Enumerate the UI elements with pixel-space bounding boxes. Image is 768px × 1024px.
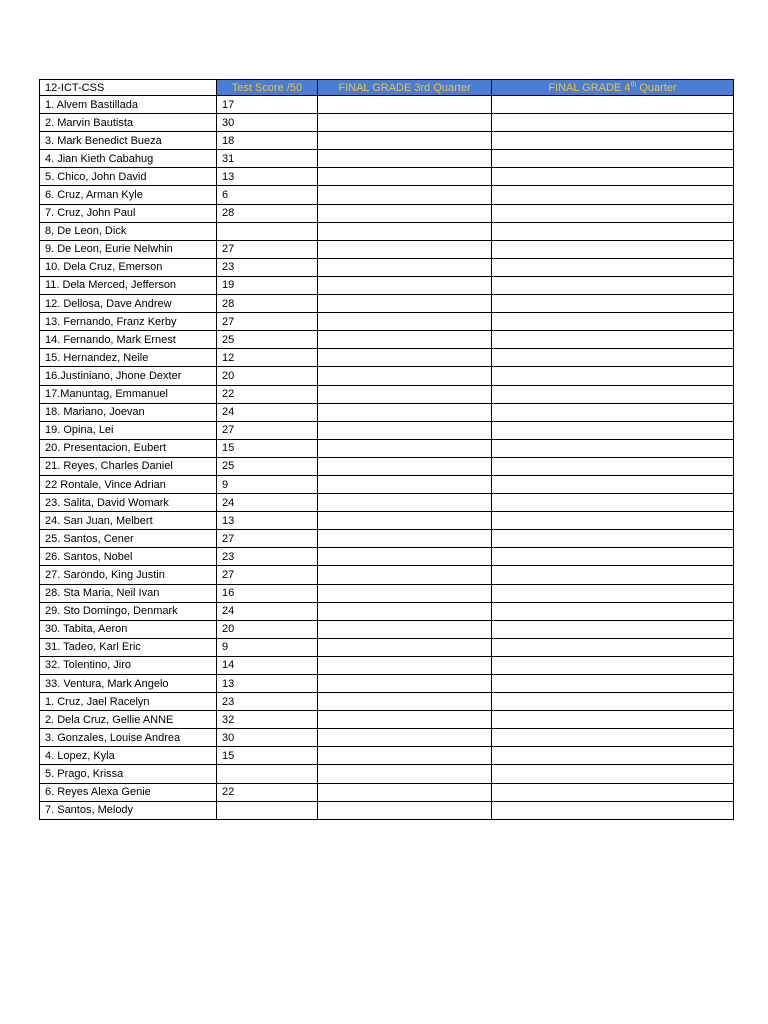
- student-name-cell[interactable]: 7. Santos, Melody: [40, 801, 217, 819]
- q3-grade-cell[interactable]: [318, 566, 492, 584]
- q4-grade-cell[interactable]: [492, 602, 734, 620]
- q4-grade-cell[interactable]: [492, 114, 734, 132]
- test-score-cell[interactable]: 13: [217, 512, 318, 530]
- test-score-cell[interactable]: 24: [217, 494, 318, 512]
- table-row: [40, 475, 734, 493]
- q4-header-suffix: Quarter: [636, 81, 677, 94]
- student-name-cell[interactable]: 29. Sto Domingo, Denmark: [40, 602, 217, 620]
- q3-grade-cell[interactable]: [318, 132, 492, 150]
- table-row: [40, 729, 734, 747]
- q3-grade-cell[interactable]: [318, 656, 492, 674]
- test-score-cell[interactable]: 18: [217, 132, 318, 150]
- student-name-cell[interactable]: 18. Mariano, Joevan: [40, 403, 217, 421]
- test-score-cell[interactable]: 25: [217, 331, 318, 349]
- q3-grade-cell[interactable]: [318, 801, 492, 819]
- grade-table: [39, 79, 734, 820]
- q4-grade-cell[interactable]: [492, 783, 734, 801]
- table-row: [40, 675, 734, 693]
- test-score-cell[interactable]: 28: [217, 204, 318, 222]
- q3-grade-cell[interactable]: [318, 96, 492, 114]
- grade-sheet: [39, 79, 733, 820]
- test-score-cell[interactable]: 30: [217, 114, 318, 132]
- student-name-cell[interactable]: 20. Presentacion, Eubert: [40, 439, 217, 457]
- table-row: [40, 656, 734, 674]
- table-row: [40, 783, 734, 801]
- q4-grade-cell[interactable]: [492, 204, 734, 222]
- q4-grade-cell[interactable]: [492, 656, 734, 674]
- student-rows: [40, 96, 734, 820]
- table-row: [40, 693, 734, 711]
- table-row: [40, 512, 734, 530]
- q4-grade-cell[interactable]: [492, 150, 734, 168]
- q4-grade-cell[interactable]: [492, 313, 734, 331]
- table-row: [40, 367, 734, 385]
- test-score-cell[interactable]: [217, 801, 318, 819]
- test-score-cell[interactable]: 27: [217, 566, 318, 584]
- student-name-cell[interactable]: 2. Marvin Bautista: [40, 114, 217, 132]
- student-name-cell[interactable]: 31. Tadeo, Karl Eric: [40, 638, 217, 656]
- q3-grade-cell[interactable]: [318, 457, 492, 475]
- q4-grade-cell[interactable]: [492, 765, 734, 783]
- q3-grade-cell[interactable]: [318, 548, 492, 566]
- table-row: [40, 620, 734, 638]
- q4-grade-cell[interactable]: [492, 276, 734, 294]
- student-name-cell[interactable]: 5. Chico, John David: [40, 168, 217, 186]
- q4-grade-cell[interactable]: [492, 494, 734, 512]
- student-name-cell[interactable]: 33. Ventura, Mark Angelo: [40, 675, 217, 693]
- q4-grade-cell[interactable]: [492, 403, 734, 421]
- q4-grade-cell[interactable]: [492, 331, 734, 349]
- q3-grade-cell[interactable]: [318, 186, 492, 204]
- q4-grade-cell[interactable]: [492, 584, 734, 602]
- q3-grade-cell[interactable]: [318, 512, 492, 530]
- table-row: [40, 186, 734, 204]
- test-score-header[interactable]: Test Score /50: [217, 80, 318, 96]
- test-score-cell[interactable]: 23: [217, 548, 318, 566]
- q4-grade-cell[interactable]: [492, 530, 734, 548]
- q4-header-sup: th: [630, 80, 637, 88]
- student-name-cell[interactable]: 14. Fernando, Mark Ernest: [40, 331, 217, 349]
- q4-grade-cell[interactable]: [492, 620, 734, 638]
- test-score-cell[interactable]: 13: [217, 675, 318, 693]
- q3-grade-cell[interactable]: [318, 385, 492, 403]
- class-label-header[interactable]: 12-ICT-CSS: [40, 80, 217, 96]
- table-row: [40, 240, 734, 258]
- q4-grade-cell[interactable]: [492, 566, 734, 584]
- test-score-cell[interactable]: 22: [217, 783, 318, 801]
- table-row: [40, 584, 734, 602]
- q3-grade-cell[interactable]: [318, 439, 492, 457]
- test-score-cell[interactable]: 15: [217, 747, 318, 765]
- q4-grade-cell[interactable]: [492, 222, 734, 240]
- student-name-cell[interactable]: 1. Alvem Bastillada: [40, 96, 217, 114]
- q4-grade-cell[interactable]: [492, 747, 734, 765]
- q3-grade-cell[interactable]: [318, 693, 492, 711]
- q4-header-prefix: FINAL GRADE 4: [548, 81, 631, 94]
- table-row: [40, 222, 734, 240]
- q3-grade-cell[interactable]: [318, 765, 492, 783]
- table-row: [40, 801, 734, 819]
- student-name-cell[interactable]: 13. Fernando, Franz Kerby: [40, 313, 217, 331]
- q3-grade-cell[interactable]: [318, 729, 492, 747]
- table-row: [40, 96, 734, 114]
- q3-grade-cell[interactable]: [318, 240, 492, 258]
- test-score-cell[interactable]: 25: [217, 457, 318, 475]
- student-name-cell[interactable]: 16.Justiniano, Jhone Dexter: [40, 367, 217, 385]
- header-row: [40, 80, 734, 96]
- test-score-cell[interactable]: 27: [217, 530, 318, 548]
- q4-grade-cell[interactable]: [492, 96, 734, 114]
- test-score-cell[interactable]: 20: [217, 367, 318, 385]
- test-score-cell[interactable]: 23: [217, 258, 318, 276]
- table-row: [40, 765, 734, 783]
- q3-grade-cell[interactable]: [318, 620, 492, 638]
- table-row: [40, 548, 734, 566]
- q3-grade-cell[interactable]: [318, 331, 492, 349]
- test-score-cell[interactable]: [217, 222, 318, 240]
- q3-grade-cell[interactable]: [318, 711, 492, 729]
- student-name-cell[interactable]: 27. Sarondo, King Justin: [40, 566, 217, 584]
- q3-grade-header[interactable]: FINAL GRADE 3rd Quarter: [318, 80, 492, 96]
- student-name-cell[interactable]: 30. Tabita, Aeron: [40, 620, 217, 638]
- q3-grade-cell[interactable]: [318, 602, 492, 620]
- student-name-cell[interactable]: 7. Cruz, John Paul: [40, 204, 217, 222]
- q3-grade-cell[interactable]: [318, 638, 492, 656]
- student-name-cell[interactable]: 25. Santos, Cener: [40, 530, 217, 548]
- q4-grade-cell[interactable]: [492, 548, 734, 566]
- q3-grade-cell[interactable]: [318, 168, 492, 186]
- table-row: [40, 530, 734, 548]
- student-name-cell[interactable]: 23. Salita, David Womark: [40, 494, 217, 512]
- test-score-cell[interactable]: 16: [217, 584, 318, 602]
- q4-grade-header[interactable]: [492, 80, 734, 96]
- table-row: [40, 457, 734, 475]
- student-name-cell[interactable]: 28. Sta Maria, Neil Ivan: [40, 584, 217, 602]
- test-score-cell[interactable]: 24: [217, 403, 318, 421]
- table-row: [40, 168, 734, 186]
- test-score-cell[interactable]: 27: [217, 421, 318, 439]
- q3-grade-cell[interactable]: [318, 367, 492, 385]
- student-name-cell[interactable]: 11. Dela Merced, Jefferson: [40, 276, 217, 294]
- q3-grade-cell[interactable]: [318, 747, 492, 765]
- q4-grade-cell[interactable]: [492, 711, 734, 729]
- test-score-cell[interactable]: 24: [217, 602, 318, 620]
- test-score-cell[interactable]: 14: [217, 656, 318, 674]
- q4-grade-cell[interactable]: [492, 168, 734, 186]
- student-name-cell[interactable]: 19. Opina, Lei: [40, 421, 217, 439]
- table-row: [40, 114, 734, 132]
- table-row: [40, 439, 734, 457]
- test-score-cell[interactable]: 15: [217, 439, 318, 457]
- q4-grade-cell[interactable]: [492, 801, 734, 819]
- table-row: [40, 204, 734, 222]
- student-name-cell[interactable]: 15. Hernandez, Neile: [40, 349, 217, 367]
- q3-grade-cell[interactable]: [318, 403, 492, 421]
- q3-grade-cell[interactable]: [318, 584, 492, 602]
- test-score-cell[interactable]: 31: [217, 150, 318, 168]
- q4-grade-cell[interactable]: [492, 367, 734, 385]
- table-row: [40, 421, 734, 439]
- table-row: [40, 566, 734, 584]
- q4-grade-cell[interactable]: [492, 349, 734, 367]
- q4-grade-cell[interactable]: [492, 439, 734, 457]
- q3-grade-cell[interactable]: [318, 783, 492, 801]
- table-row: [40, 403, 734, 421]
- test-score-cell[interactable]: 28: [217, 295, 318, 313]
- test-score-cell[interactable]: 32: [217, 711, 318, 729]
- student-name-cell[interactable]: 3. Gonzales, Louise Andrea: [40, 729, 217, 747]
- table-row: [40, 132, 734, 150]
- test-score-cell[interactable]: 13: [217, 168, 318, 186]
- student-name-cell[interactable]: 4. Lopez, Kyla: [40, 747, 217, 765]
- q4-grade-cell[interactable]: [492, 729, 734, 747]
- table-row: [40, 494, 734, 512]
- q4-grade-cell[interactable]: [492, 421, 734, 439]
- student-name-cell[interactable]: 26. Santos, Nobel: [40, 548, 217, 566]
- table-row: [40, 276, 734, 294]
- table-row: [40, 331, 734, 349]
- q3-grade-cell[interactable]: [318, 475, 492, 493]
- test-score-cell[interactable]: 23: [217, 693, 318, 711]
- q3-grade-cell[interactable]: [318, 276, 492, 294]
- test-score-cell[interactable]: 22: [217, 385, 318, 403]
- q3-grade-cell[interactable]: [318, 349, 492, 367]
- student-name-cell[interactable]: 2. Dela Cruz, Gellie ANNE: [40, 711, 217, 729]
- test-score-cell[interactable]: 9: [217, 638, 318, 656]
- student-name-cell[interactable]: 21. Reyes, Charles Daniel: [40, 457, 217, 475]
- q4-grade-cell[interactable]: [492, 132, 734, 150]
- q4-grade-cell[interactable]: [492, 295, 734, 313]
- table-row: [40, 602, 734, 620]
- q3-grade-cell[interactable]: [318, 114, 492, 132]
- student-name-cell[interactable]: 3. Mark Benedict Bueza: [40, 132, 217, 150]
- q3-grade-cell[interactable]: [318, 222, 492, 240]
- student-name-cell[interactable]: 10. Dela Cruz, Emerson: [40, 258, 217, 276]
- table-row: [40, 295, 734, 313]
- test-score-cell[interactable]: 6: [217, 186, 318, 204]
- test-score-cell[interactable]: 30: [217, 729, 318, 747]
- student-name-cell[interactable]: 1. Cruz, Jael Racelyn: [40, 693, 217, 711]
- q3-grade-cell[interactable]: [318, 258, 492, 276]
- table-row: [40, 638, 734, 656]
- table-row: [40, 385, 734, 403]
- q3-grade-cell[interactable]: [318, 150, 492, 168]
- q4-grade-cell[interactable]: [492, 258, 734, 276]
- test-score-cell[interactable]: 12: [217, 349, 318, 367]
- student-name-cell[interactable]: 5. Prago, Krissa: [40, 765, 217, 783]
- table-row: [40, 258, 734, 276]
- test-score-cell[interactable]: 20: [217, 620, 318, 638]
- q4-grade-cell[interactable]: [492, 385, 734, 403]
- q4-grade-cell[interactable]: [492, 240, 734, 258]
- test-score-cell[interactable]: 17: [217, 96, 318, 114]
- table-row: [40, 349, 734, 367]
- q4-grade-cell[interactable]: [492, 475, 734, 493]
- q4-grade-cell[interactable]: [492, 675, 734, 693]
- q4-grade-cell[interactable]: [492, 186, 734, 204]
- test-score-cell[interactable]: 9: [217, 475, 318, 493]
- test-score-cell[interactable]: 27: [217, 240, 318, 258]
- test-score-cell[interactable]: 27: [217, 313, 318, 331]
- q4-grade-cell[interactable]: [492, 638, 734, 656]
- q4-grade-cell[interactable]: [492, 457, 734, 475]
- q3-grade-cell[interactable]: [318, 675, 492, 693]
- test-score-cell[interactable]: [217, 765, 318, 783]
- student-name-cell[interactable]: 6. Reyes Alexa Genie: [40, 783, 217, 801]
- q3-grade-cell[interactable]: [318, 313, 492, 331]
- student-name-cell[interactable]: 24. San Juan, Melbert: [40, 512, 217, 530]
- student-name-cell[interactable]: 17.Manuntag, Emmanuel: [40, 385, 217, 403]
- student-name-cell[interactable]: 8, De Leon, Dick: [40, 222, 217, 240]
- q3-grade-cell[interactable]: [318, 295, 492, 313]
- q4-grade-cell[interactable]: [492, 693, 734, 711]
- table-row: [40, 313, 734, 331]
- q3-grade-cell[interactable]: [318, 530, 492, 548]
- table-row: [40, 711, 734, 729]
- q3-grade-cell[interactable]: [318, 204, 492, 222]
- student-name-cell[interactable]: 4. Jian Kieth Cabahug: [40, 150, 217, 168]
- student-name-cell[interactable]: 9. De Leon, Eurie Nelwhin: [40, 240, 217, 258]
- student-name-cell[interactable]: 22 Rontale, Vince Adrian: [40, 475, 217, 493]
- q3-grade-cell[interactable]: [318, 494, 492, 512]
- test-score-cell[interactable]: 19: [217, 276, 318, 294]
- student-name-cell[interactable]: 12. Dellosa, Dave Andrew: [40, 295, 217, 313]
- student-name-cell[interactable]: 6. Cruz, Arman Kyle: [40, 186, 217, 204]
- table-row: [40, 747, 734, 765]
- q3-grade-cell[interactable]: [318, 421, 492, 439]
- table-row: [40, 150, 734, 168]
- q4-grade-cell[interactable]: [492, 512, 734, 530]
- student-name-cell[interactable]: 32. Tolentino, Jiro: [40, 656, 217, 674]
